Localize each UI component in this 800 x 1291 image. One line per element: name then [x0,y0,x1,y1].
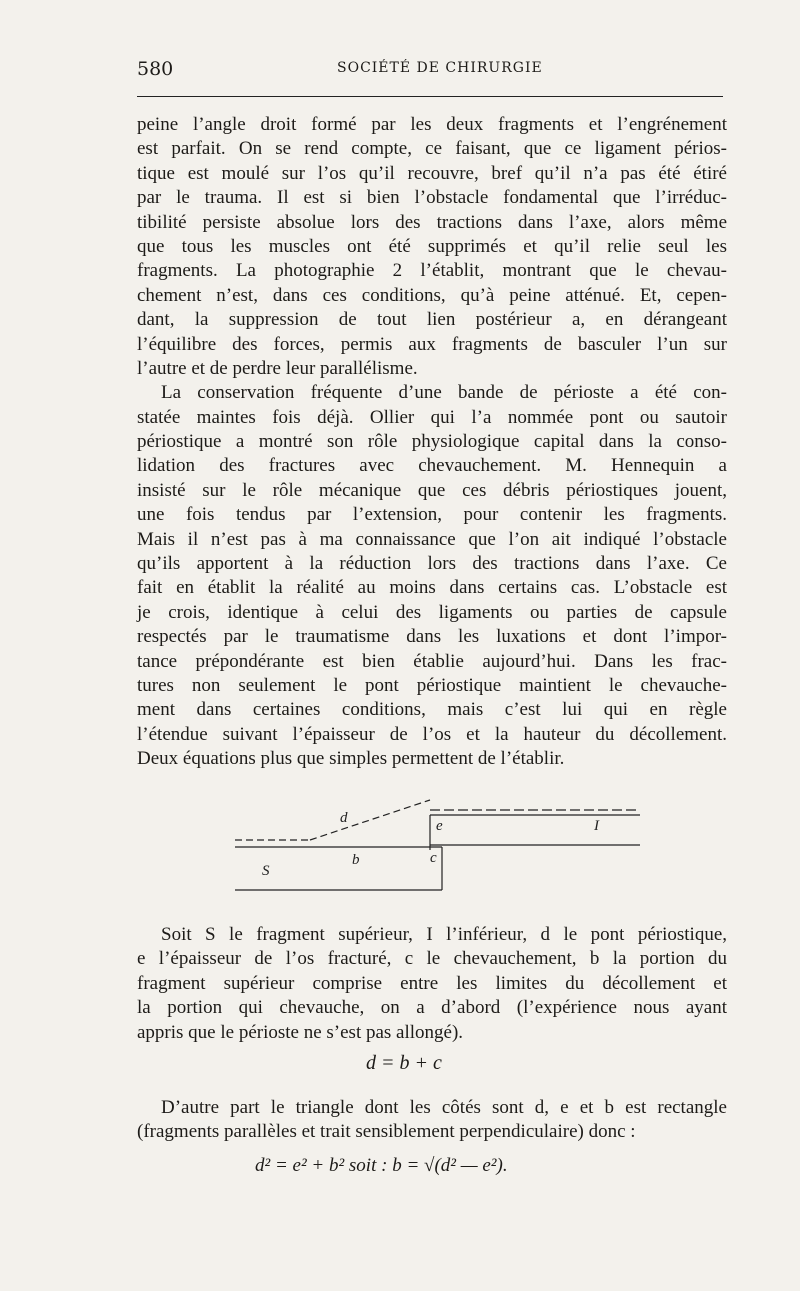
equation-2: d² = e² + b² soit : b = √(d² — e²). [255,1155,508,1176]
paragraph-4 [137,1096,727,1145]
equation-1: d = b + c [366,1052,442,1074]
text-line: périostique a montré son rôle physiologique capital dans la conso- [137,431,727,453]
text-line: l’autre et de perdre leur parallélisme. [137,357,418,379]
text-line: une fois tendus par l’extension, pour contenir les fragments. [137,504,727,526]
text-line: ment dans certaines conditions, mais c’est lui qui en règle [137,699,727,721]
text-line: (fragments parallèles et trait sensiblement perpendiculaire) donc : [137,1121,636,1143]
text-line: l’équilibre des forces, permis aux fragments de basculer l’un sur [137,333,727,355]
paragraph-3 [137,923,727,1045]
text-line: appris que le périoste ne s’est pas allongé). [137,1021,464,1043]
text-line: insisté sur le rôle mécanique que ces débris périostiques jouent, [137,479,727,501]
text-line: tures non seulement le pont périostique maintient le chevauche- [137,674,727,696]
text-line: la portion qui chevauche, on a d’abord (l’expérience nous ayant [137,997,727,1019]
text-line: tique est moulé sur l’os qu’il recouvre, bref qu’il n’a pas été étiré [137,162,727,184]
text-line: que tous les muscles ont été supprimés et qu’il relie seul les [137,235,727,257]
label-b: b [352,852,360,868]
text-line: par le trauma. Il est si bien l’obstacle fondamental que l’irréduc- [137,187,727,209]
text-line: fait en établit la réalité au moins dans certains cas. L’obstacle est [137,577,727,599]
text-line: Mais il n’est pas à ma connaissance que l’on ait indiqué l’obstacle [137,528,727,550]
text-line: respectés par le traumatisme dans les luxations et dont l’impor- [137,626,727,648]
page-number: 580 [137,58,174,80]
text-line: dant, la suppression de tout lien postérieur a, en dérangeant [137,309,727,331]
text-line: e l’épaisseur de l’os fracturé, c le chevauchement, b la portion du [137,948,727,970]
text-line: peine l’angle droit formé par les deux fragments et l’engrénement [137,114,727,135]
running-head [137,58,727,82]
label-i: I [594,818,599,834]
running-title: SOCIÉTÉ DE CHIRURGIE [337,60,543,76]
text-line: fragments. La photographie 2 l’établit, montrant que le chevau- [137,260,727,282]
label-e: e [436,818,443,834]
label-s: S [262,863,270,879]
text-line: statée maintes fois déjà. Ollier qui l’a nommée pont ou sautoir [137,406,727,428]
label-c: c [430,850,437,866]
label-d: d [340,810,348,826]
text-line: fragment supérieur comprise entre les limites du décollement et [137,972,727,994]
text-line: l’étendue suivant l’épaisseur de l’os et la hauteur du décollement. [137,723,727,745]
text-line: chement n’est, dans ces conditions, qu’à peine atténué. Et, cepen- [137,284,727,306]
periosteal-bridge-line [310,800,430,840]
text-line: Deux équations plus que simples permettent de l’établir. [137,748,565,770]
text-line: est parfait. On se rend compte, ce faisant, que ce ligament périos- [137,138,727,160]
header-rule [137,96,723,97]
text-line: je crois, identique à celui des ligaments ou parties de capsule [137,601,727,623]
text-line: D’autre part le triangle dont les côtés sont d, e et b est rectangle [161,1097,727,1118]
fracture-diagram [230,790,650,910]
text-line: La conservation fréquente d’une bande de périoste a été con- [161,382,727,404]
text-line: Soit S le fragment supérieur, I l’inférieur, d le pont périostique, [161,924,727,945]
text-line: tibilité persiste absolue lors des tractions dans l’axe, alors même [137,211,727,233]
text-line: tance prépondérante est bien établie aujourd’hui. Dans les frac- [137,650,727,672]
text-line: qu’ils apportent à la réduction lors des tractions dans l’axe. Ce [137,553,727,575]
paragraph-1 [137,113,727,772]
text-line: lidation des fractures avec chevauchement. M. Hennequin a [137,455,727,477]
